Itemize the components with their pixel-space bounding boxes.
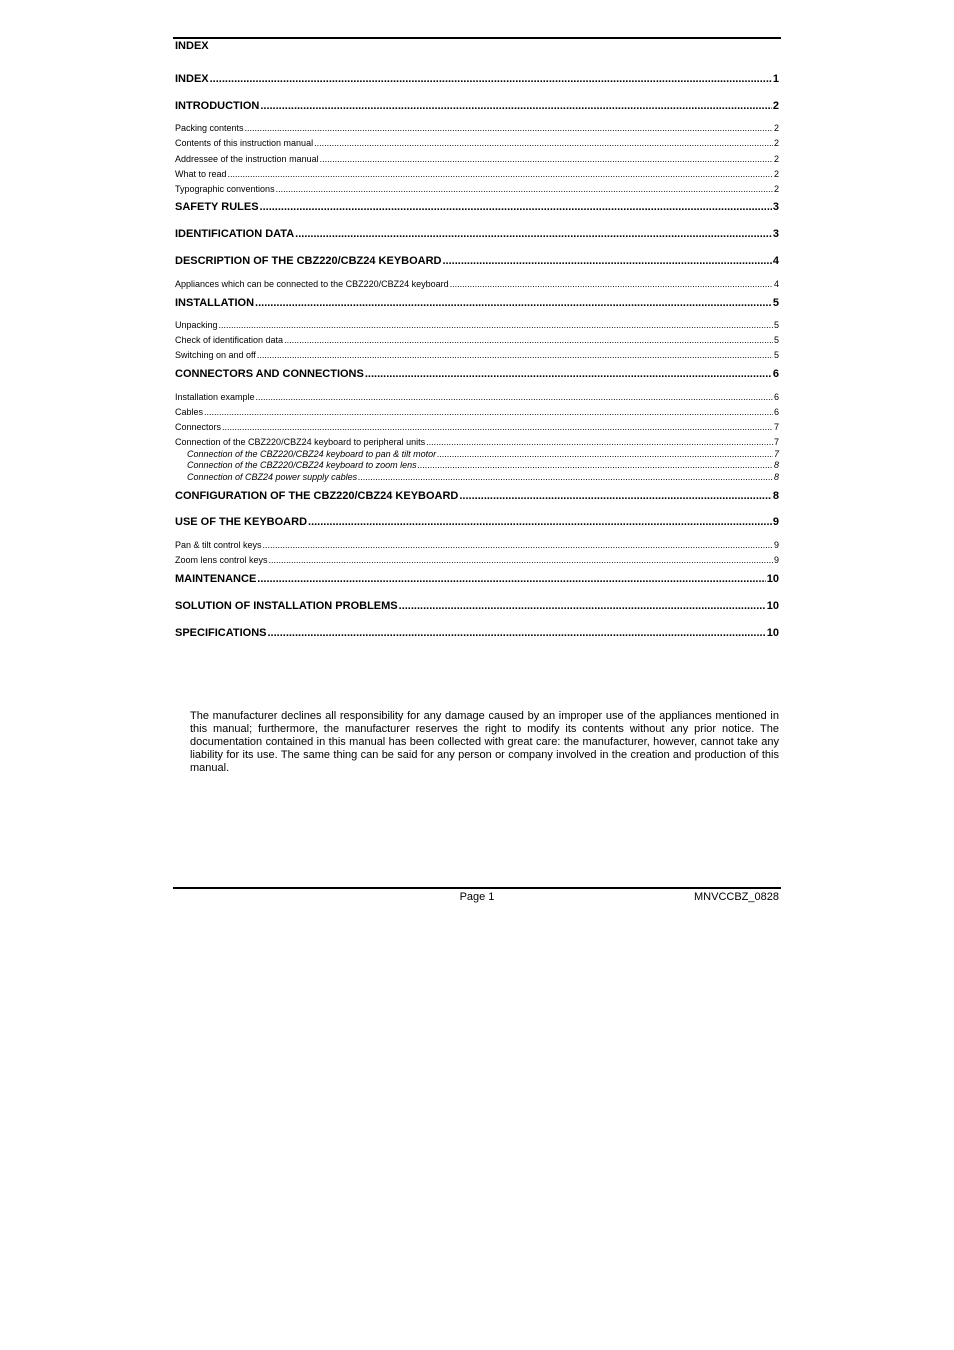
toc-entry-page: 2: [772, 100, 779, 112]
toc-entry-label: INSTALLATION: [175, 297, 255, 309]
toc-entry-page: 2: [773, 123, 779, 133]
toc-entry-label: Addressee of the instruction manual: [175, 154, 319, 164]
toc-entry-label: Installation example: [175, 392, 255, 402]
toc-entry[interactable]: [187, 461, 779, 470]
toc-entry-page: 5: [773, 350, 779, 360]
toc-entry[interactable]: [175, 556, 779, 565]
toc-entry-label: Connectors: [175, 422, 222, 432]
toc-leader: [308, 517, 772, 528]
toc-leader: [263, 541, 773, 550]
toc-entry-page: 2: [773, 154, 779, 164]
toc-entry-label: Unpacking: [175, 320, 218, 330]
toc-entry-label: USE OF THE KEYBOARD: [175, 516, 308, 528]
toc-entry[interactable]: [175, 185, 779, 194]
toc-entry-page: 4: [773, 279, 779, 289]
toc-leader: [426, 438, 773, 447]
toc-entry-label: CONFIGURATION OF THE CBZ220/CBZ24 KEYBOARD: [175, 490, 459, 502]
toc-leader: [459, 491, 772, 502]
toc-entry[interactable]: [175, 74, 779, 85]
toc-entry[interactable]: [175, 139, 779, 148]
toc-leader: [260, 101, 772, 112]
toc-entry-page: 10: [766, 573, 779, 585]
toc-entry-page: 4: [772, 255, 779, 267]
toc-entry-label: DESCRIPTION OF THE CBZ220/CBZ24 KEYBOARD: [175, 255, 442, 267]
toc-leader: [267, 628, 765, 639]
toc-entry-page: 5: [772, 297, 779, 309]
toc-entry-label: SPECIFICATIONS: [175, 627, 267, 639]
toc-entry[interactable]: [175, 438, 779, 447]
toc-entry-page: 7: [773, 422, 779, 432]
toc-entry-page: 6: [773, 407, 779, 417]
toc-leader: [245, 124, 773, 133]
toc-entry[interactable]: [175, 628, 779, 639]
toc-entry-page: 8: [772, 490, 779, 502]
toc-entry[interactable]: [175, 101, 779, 112]
toc-entry-label: Pan & tilt control keys: [175, 540, 262, 550]
page-title: INDEX: [175, 40, 209, 52]
toc-leader: [284, 336, 773, 345]
toc-entry[interactable]: [175, 170, 779, 179]
toc-leader: [450, 280, 773, 289]
toc-entry-label: INTRODUCTION: [175, 100, 260, 112]
toc-entry[interactable]: [175, 298, 779, 309]
toc-leader: [260, 202, 772, 213]
toc-entry[interactable]: [175, 423, 779, 432]
toc-entry-page: 9: [772, 516, 779, 528]
toc-entry[interactable]: [175, 541, 779, 550]
toc-entry[interactable]: [187, 473, 779, 482]
toc-entry-page: 8: [773, 460, 779, 470]
toc-leader: [222, 423, 773, 432]
toc-leader: [255, 298, 772, 309]
toc-entry-page: 1: [772, 73, 779, 85]
toc-leader: [314, 139, 773, 148]
toc-leader: [228, 170, 773, 179]
toc-leader: [295, 229, 772, 240]
toc-entry[interactable]: [187, 450, 779, 459]
toc-entry-page: 3: [772, 201, 779, 213]
toc-entry-label: Connection of CBZ24 power supply cables: [187, 472, 358, 482]
toc-leader: [256, 393, 773, 402]
toc-entry[interactable]: [175, 336, 779, 345]
toc-entry-page: 10: [766, 600, 779, 612]
document-code: MNVCCBZ_0828: [694, 891, 779, 903]
toc-entry-label: SOLUTION OF INSTALLATION PROBLEMS: [175, 600, 398, 612]
toc-entry-page: 5: [773, 320, 779, 330]
toc-entry-page: 2: [773, 138, 779, 148]
toc-entry[interactable]: [175, 256, 779, 267]
toc-entry-label: Contents of this instruction manual: [175, 138, 314, 148]
toc-entry-page: 2: [773, 169, 779, 179]
toc-entry-page: 10: [766, 627, 779, 639]
toc-entry[interactable]: [175, 393, 779, 402]
toc-entry[interactable]: [175, 574, 779, 585]
page-number: Page 1: [459, 891, 495, 903]
toc-leader: [320, 155, 773, 164]
toc-entry-label: Cables: [175, 407, 204, 417]
toc-entry-page: 6: [772, 368, 779, 380]
toc-entry-page: 8: [773, 472, 779, 482]
toc-entry-page: 9: [773, 540, 779, 550]
toc-leader: [437, 450, 773, 459]
toc-entry[interactable]: [175, 351, 779, 360]
toc-entry-page: 7: [773, 449, 779, 459]
toc-leader: [399, 601, 766, 612]
toc-entry[interactable]: [175, 321, 779, 330]
toc-entry-page: 2: [773, 184, 779, 194]
toc-leader: [210, 74, 772, 85]
toc-leader: [442, 256, 771, 267]
toc-leader: [358, 473, 773, 482]
toc-leader: [276, 185, 773, 194]
toc-entry-label: MAINTENANCE: [175, 573, 257, 585]
toc-entry-label: Switching on and off: [175, 350, 256, 360]
toc-entry-label: Connection of the CBZ220/CBZ24 keyboard to pan & tilt motor: [187, 449, 437, 459]
toc-entry-label: Packing contents: [175, 123, 244, 133]
toc-entry[interactable]: [175, 408, 779, 417]
toc-entry-label: Typographic conventions: [175, 184, 275, 194]
toc-entry-label: Zoom lens control keys: [175, 555, 268, 565]
toc-entry[interactable]: [175, 517, 779, 528]
toc-leader: [269, 556, 773, 565]
toc-entry[interactable]: [175, 280, 779, 289]
toc-entry[interactable]: [175, 229, 779, 240]
toc-entry-label: Connection of the CBZ220/CBZ24 keyboard to peripheral units: [175, 437, 426, 447]
toc-entry[interactable]: [175, 155, 779, 164]
footer-rule: [173, 887, 781, 889]
toc-leader: [257, 574, 765, 585]
toc-entry-label: What to read: [175, 169, 227, 179]
toc-entry-label: SAFETY RULES: [175, 201, 259, 213]
toc-entry-page: 7: [773, 437, 779, 447]
toc-entry-page: 3: [772, 228, 779, 240]
toc-entry[interactable]: [175, 369, 779, 380]
toc-entry-label: IDENTIFICATION DATA: [175, 228, 295, 240]
toc-entry-label: Appliances which can be connected to the CBZ220/CBZ24 keyboard: [175, 279, 449, 289]
toc-entry-label: CONNECTORS AND CONNECTIONS: [175, 368, 364, 380]
toc-leader: [418, 461, 773, 470]
toc-leader: [204, 408, 773, 417]
toc-entry-page: 6: [773, 392, 779, 402]
toc-entry[interactable]: [175, 202, 779, 213]
toc-entry[interactable]: [175, 491, 779, 502]
toc-entry-label: Check of identification data: [175, 335, 284, 345]
toc-entry[interactable]: [175, 124, 779, 133]
toc-leader: [365, 369, 772, 380]
header-rule: [173, 37, 781, 39]
disclaimer-text: The manufacturer declines all responsibility for any damage caused by an improper use of the appliances mentioned in this manual; furthermore, the manufacturer reserves the right to modify its contents without any prior notice. The documentation contained in this manual has been collected with great care: the manufacturer, however, cannot take any liability for its use. The same thing can be said for any person or company involved in the creation and production of this manual.: [190, 710, 779, 774]
toc-entry-page: 9: [773, 555, 779, 565]
toc-entry-label: INDEX: [175, 73, 209, 85]
toc-leader: [219, 321, 773, 330]
toc-entry-page: 5: [773, 335, 779, 345]
toc-entry-label: Connection of the CBZ220/CBZ24 keyboard to zoom lens: [187, 460, 417, 470]
toc-leader: [257, 351, 773, 360]
toc-entry[interactable]: [175, 601, 779, 612]
